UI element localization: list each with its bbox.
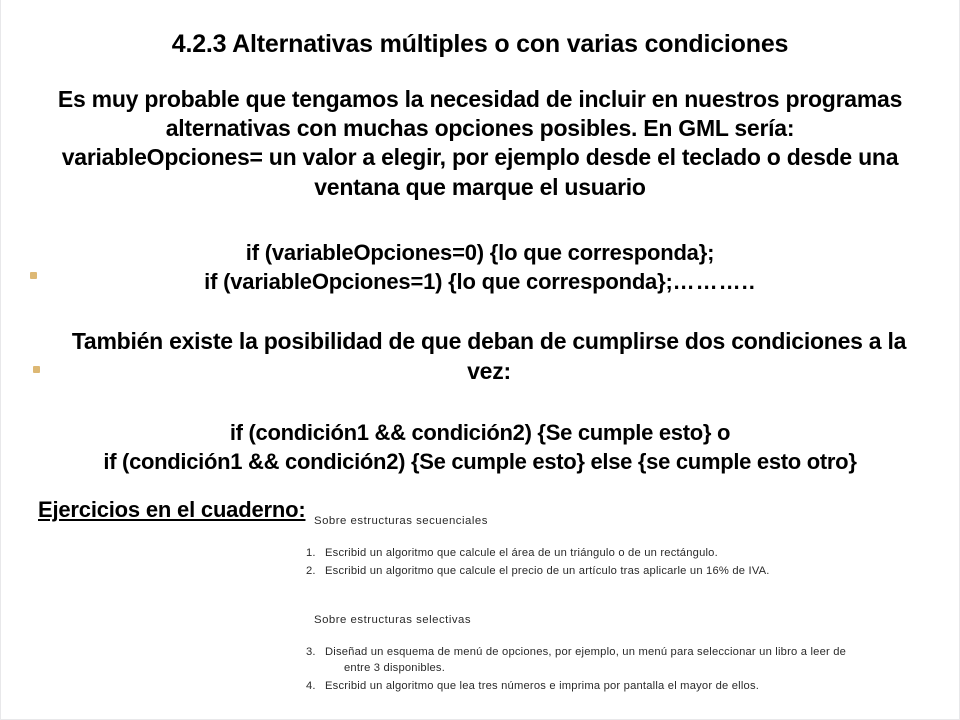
second-paragraph (1, 296, 959, 385)
worksheet-section-2-title: Sobre estructuras selectivas (314, 614, 472, 626)
list-item (306, 644, 931, 676)
intro-line-1: Es muy probable que tengamos la necesidad de incluir en nuestros programas (57, 86, 903, 112)
list-item-text: Escribid un algoritmo que calcule el precio de un artículo tras aplicarle un 16% de IVA. (325, 564, 770, 577)
worksheet-section-1-list (306, 545, 931, 579)
second-paragraph-line-2: vez: (467, 357, 511, 384)
margin-mark-1-icon (30, 272, 37, 279)
list-item (306, 545, 931, 561)
exercises-heading: Ejercicios en el cuaderno: (38, 497, 306, 523)
code-line-2: if (variableOpciones=1) {lo que corresponda}; (204, 269, 673, 295)
worksheet-section-2-list (306, 644, 931, 695)
code2-line-1: if (condición1 && condición2) {Se cumple esto} o (229, 419, 731, 445)
code2-line-2: if (condición1 && condición2) {Se cumple esto} else {se cumple esto otro} (103, 449, 857, 475)
list-item-number: 1. (306, 546, 316, 559)
intro-line-4: ventana que marque el usuario (314, 173, 646, 200)
list-item-text: Escribid un algoritmo que calcule el área de un triángulo o de un rectángulo. (325, 546, 718, 559)
worksheet-spacer (306, 581, 931, 612)
intro-line-3: variableOpciones= un valor a elegir, por ejemplo desde el teclado o desde una (61, 144, 899, 171)
list-item (306, 563, 931, 579)
second-paragraph-line-1: También existe la posibilidad de que deban de cumplirse dos condiciones a la (71, 328, 907, 355)
list-item-continuation: entre 3 disponibles. (344, 661, 446, 674)
intro-line-2: alternativas con muchas opciones posibles. En GML sería: (165, 115, 795, 142)
page-title: 4.2.3 Alternativas múltiples o con varias condiciones (171, 30, 789, 58)
list-item-number: 3. (306, 645, 316, 658)
code-example-block-2 (1, 386, 959, 477)
intro-paragraph (1, 59, 959, 202)
worksheet-panel (306, 513, 931, 696)
list-item-text: Escribid un algoritmo que lea tres números e imprima por pantalla el mayor de ellos. (325, 680, 760, 692)
worksheet-section-1-title: Sobre estructuras secuenciales (314, 515, 488, 527)
list-item-number: 4. (306, 680, 316, 692)
list-item-number: 2. (306, 564, 316, 577)
code-line-1: if (variableOpciones=0) {lo que corresponda}; (245, 239, 715, 265)
margin-mark-2-icon (33, 366, 40, 373)
list-item (306, 678, 931, 694)
code-ellipsis: ……….. (672, 269, 756, 295)
code-example-block-1 (1, 202, 959, 297)
list-item-text: Diseñad un esquema de menú de opciones, por ejemplo, un menú para seleccionar un libro a leer de (325, 645, 847, 658)
